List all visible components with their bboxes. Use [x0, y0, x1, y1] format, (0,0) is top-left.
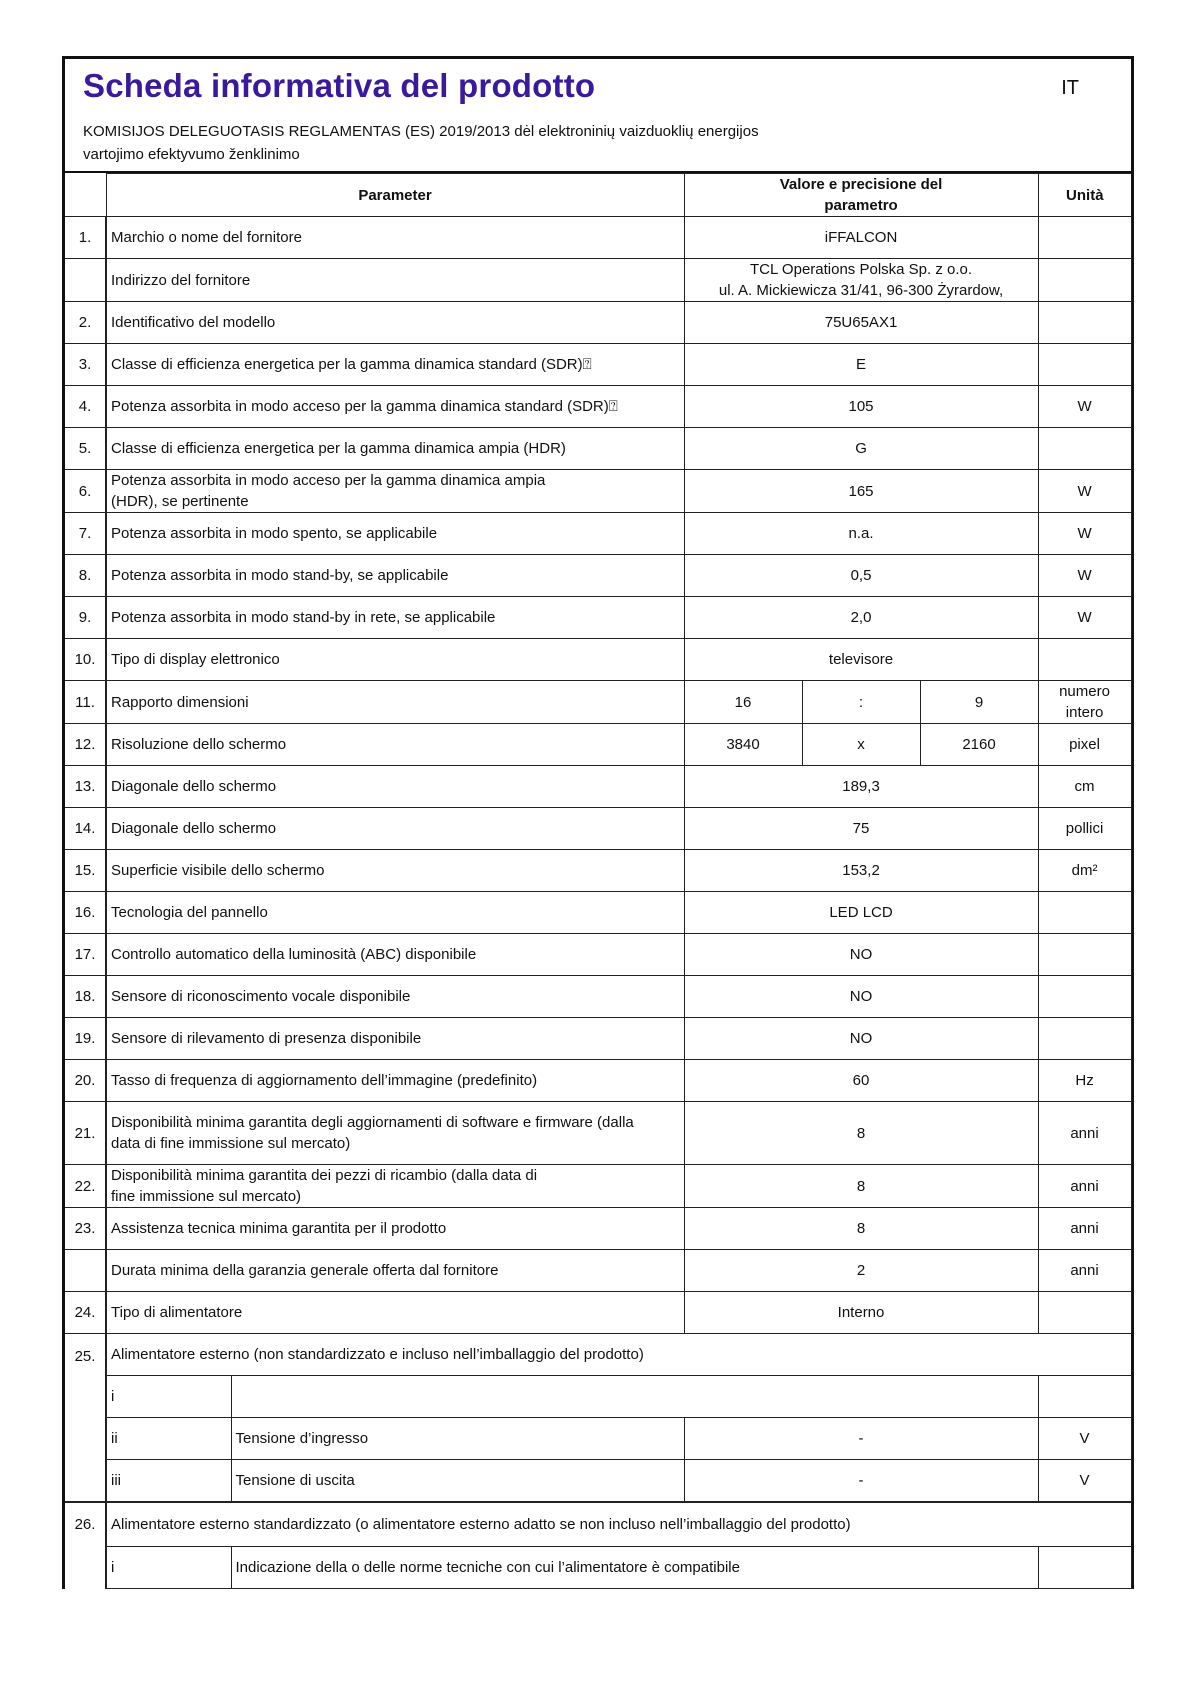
subrow-unit: V [1038, 1418, 1131, 1460]
table-row [65, 1060, 1131, 1102]
row-number [65, 1250, 106, 1292]
row-parameter: Potenza assorbita in modo stand-by, se applicabile [106, 555, 684, 597]
row-number: 22. [65, 1165, 106, 1208]
table-row [65, 259, 1131, 302]
row-value: 153,2 [684, 850, 1038, 892]
row-unit: anni [1038, 1165, 1131, 1208]
row-unit: anni [1038, 1250, 1131, 1292]
row-parameter: Durata minima della garanzia generale offerta dal fornitore [106, 1250, 684, 1292]
row-number: 23. [65, 1208, 106, 1250]
row-number: 11. [65, 681, 106, 724]
row-value: iFFALCON [684, 217, 1038, 259]
row-value: 0,5 [684, 555, 1038, 597]
regulation-line-2: vartojimo efektyvumo ženklinimo [83, 145, 300, 163]
column-header-parameter: Parameter [106, 174, 684, 217]
row-number: 6. [65, 470, 106, 513]
table-row [65, 1502, 1131, 1547]
table-row [65, 1165, 1131, 1208]
table-row [65, 892, 1131, 934]
row-value: 105 [684, 386, 1038, 428]
row-number: 14. [65, 808, 106, 850]
row-unit: anni [1038, 1102, 1131, 1165]
row-value-b: 2160 [920, 724, 1038, 766]
table-row [65, 808, 1131, 850]
row-number: 21. [65, 1102, 106, 1165]
row-parameter-line-2: (HDR), se pertinente [111, 493, 249, 510]
row-value-line-2: ul. A. Mickiewicza 31/41, 96-300 Żyrardow, [718, 282, 1004, 299]
subrow-value: - [684, 1460, 1038, 1502]
row-value: Interno [684, 1292, 1038, 1334]
row-number: 19. [65, 1018, 106, 1060]
row-value: 2,0 [684, 597, 1038, 639]
row-value: televisore [684, 639, 1038, 681]
row-unit-line-1: numero [1059, 683, 1110, 700]
table-row [65, 724, 1131, 766]
row-parameter: Assistenza tecnica minima garantita per il prodotto [106, 1208, 684, 1250]
row-parameter: Controllo automatico della luminosità (ABC) disponibile [106, 934, 684, 976]
row-number: 3. [65, 344, 106, 386]
row-number: 15. [65, 850, 106, 892]
row-parameter: Alimentatore esterno standardizzato (o alimentatore esterno adatto se non incluso nell’imballaggio del prodotto) [106, 1502, 1131, 1547]
row-number: 1. [65, 217, 106, 259]
row-number: 13. [65, 766, 106, 808]
row-parameter: Potenza assorbita in modo stand-by in rete, se applicabile [106, 597, 684, 639]
table-row [65, 470, 1131, 513]
table-row [65, 1292, 1131, 1334]
table-subrow [65, 1547, 1131, 1589]
column-header-value-line-2: parametro [824, 197, 898, 214]
table-header-row [65, 174, 1131, 217]
row-number: 25. [65, 1334, 106, 1376]
row-value: NO [684, 934, 1038, 976]
table-row [65, 681, 1131, 724]
row-value-line-1: TCL Operations Polska Sp. z o.o. [749, 261, 973, 278]
subrow-label: Tensione d’ingresso [231, 1418, 684, 1460]
row-number: 24. [65, 1292, 106, 1334]
row-parameter: Superficie visibile dello schermo [106, 850, 684, 892]
row-unit: Hz [1038, 1060, 1131, 1102]
row-parameter [106, 1165, 684, 1208]
table-row [65, 386, 1131, 428]
row-parameter: Identificativo del modello [106, 302, 684, 344]
row-parameter: Diagonale dello schermo [106, 766, 684, 808]
row-parameter: Marchio o nome del fornitore [106, 217, 684, 259]
table-row [65, 934, 1131, 976]
row-parameter: Rapporto dimensioni [106, 681, 684, 724]
row-value: 189,3 [684, 766, 1038, 808]
subrow-unit [1038, 1376, 1131, 1418]
row-number: 9. [65, 597, 106, 639]
subrow-label: Tensione di uscita [231, 1460, 684, 1502]
table-subrow [65, 1376, 1131, 1418]
row-number-empty [65, 1460, 106, 1502]
row-parameter-line-1: Potenza assorbita in modo acceso per la gamma dinamica ampia [111, 472, 546, 489]
subrow-index: i [106, 1547, 231, 1589]
row-number-empty [65, 1418, 106, 1460]
table-row [65, 555, 1131, 597]
table-row [65, 1334, 1131, 1376]
row-value: 8 [684, 1208, 1038, 1250]
row-unit [1038, 344, 1131, 386]
table-row [65, 302, 1131, 344]
row-parameter: Sensore di rilevamento di presenza disponibile [106, 1018, 684, 1060]
row-unit [1038, 681, 1131, 724]
row-value-a: 16 [684, 681, 802, 724]
row-unit: W [1038, 470, 1131, 513]
table-row [65, 1102, 1131, 1165]
row-unit [1038, 934, 1131, 976]
row-number-empty [65, 1547, 106, 1589]
subrow-label [231, 1376, 1038, 1418]
subrow-index: iii [106, 1460, 231, 1502]
row-number: 16. [65, 892, 106, 934]
row-number: 7. [65, 513, 106, 555]
subrow-unit: V [1038, 1460, 1131, 1502]
row-number: 4. [65, 386, 106, 428]
row-unit [1038, 259, 1131, 302]
row-value: 75 [684, 808, 1038, 850]
table-row [65, 976, 1131, 1018]
row-parameter: Diagonale dello schermo [106, 808, 684, 850]
row-value: 2 [684, 1250, 1038, 1292]
table-row [65, 1208, 1131, 1250]
row-unit-line-2: intero [1065, 704, 1104, 721]
table-row [65, 217, 1131, 259]
row-parameter [106, 470, 684, 513]
row-number: 10. [65, 639, 106, 681]
subrow-unit [1038, 1547, 1131, 1589]
row-unit: cm [1038, 766, 1131, 808]
subrow-index: ii [106, 1418, 231, 1460]
table-subrow [65, 1418, 1131, 1460]
row-parameter-line-1: Disponibilità minima garantita degli aggiornamenti di software e firmware (dalla [111, 1114, 634, 1131]
table-row [65, 1018, 1131, 1060]
row-value-separator: : [802, 681, 920, 724]
row-number: 5. [65, 428, 106, 470]
row-parameter-line-1: Disponibilità minima garantita dei pezzi di ricambio (dalla data di [111, 1167, 538, 1184]
row-unit [1038, 639, 1131, 681]
row-unit: W [1038, 555, 1131, 597]
row-unit [1038, 1292, 1131, 1334]
row-value: LED LCD [684, 892, 1038, 934]
parameters-table [65, 173, 1132, 1589]
row-value: 165 [684, 470, 1038, 513]
row-unit [1038, 217, 1131, 259]
row-value: G [684, 428, 1038, 470]
row-value: 60 [684, 1060, 1038, 1102]
row-unit [1038, 892, 1131, 934]
row-parameter: Potenza assorbita in modo acceso per la gamma dinamica standard (SDR)⍰ [106, 386, 684, 428]
row-number: 8. [65, 555, 106, 597]
row-number: 20. [65, 1060, 106, 1102]
table-row [65, 1250, 1131, 1292]
row-parameter-line-2: data di fine immissione sul mercato) [111, 1135, 351, 1152]
row-value: 75U65AX1 [684, 302, 1038, 344]
column-header-unit: Unità [1038, 174, 1131, 217]
row-value: n.a. [684, 513, 1038, 555]
row-unit: pixel [1038, 724, 1131, 766]
row-value-b: 9 [920, 681, 1038, 724]
row-parameter: Potenza assorbita in modo spento, se applicabile [106, 513, 684, 555]
row-unit: anni [1038, 1208, 1131, 1250]
regulation-reference [83, 121, 803, 166]
row-parameter: Classe di efficienza energetica per la gamma dinamica standard (SDR)⍰ [106, 344, 684, 386]
row-unit [1038, 976, 1131, 1018]
row-parameter: Tipo di alimentatore [106, 1292, 684, 1334]
row-number [65, 259, 106, 302]
table-subrow [65, 1460, 1131, 1502]
row-number: 12. [65, 724, 106, 766]
row-unit: W [1038, 597, 1131, 639]
regulation-line-1: KOMISIJOS DELEGUOTASIS REGLAMENTAS (ES) 2019/2013 dėl elektroninių vaizduoklių energijos [83, 123, 759, 140]
row-parameter: Tecnologia del pannello [106, 892, 684, 934]
row-parameter: Tipo di display elettronico [106, 639, 684, 681]
page-title: Scheda informativa del prodotto [83, 67, 596, 104]
table-row [65, 428, 1131, 470]
row-value [684, 259, 1038, 302]
row-unit: W [1038, 386, 1131, 428]
row-parameter: Risoluzione dello schermo [106, 724, 684, 766]
row-value: NO [684, 976, 1038, 1018]
row-parameter: Tasso di frequenza di aggiornamento dell’immagine (predefinito) [106, 1060, 684, 1102]
row-unit [1038, 428, 1131, 470]
row-unit: pollici [1038, 808, 1131, 850]
table-row [65, 513, 1131, 555]
subrow-index: i [106, 1376, 231, 1418]
row-parameter: Sensore di riconoscimento vocale disponibile [106, 976, 684, 1018]
row-unit [1038, 1018, 1131, 1060]
row-number-empty [65, 1376, 106, 1418]
table-row [65, 850, 1131, 892]
row-value: 8 [684, 1165, 1038, 1208]
subrow-value: - [684, 1418, 1038, 1460]
row-parameter [106, 1102, 684, 1165]
row-value: 8 [684, 1102, 1038, 1165]
row-parameter: Classe di efficienza energetica per la gamma dinamica ampia (HDR) [106, 428, 684, 470]
row-unit: W [1038, 513, 1131, 555]
row-value-separator: x [802, 724, 920, 766]
row-number: 17. [65, 934, 106, 976]
column-header-value-line-1: Valore e precisione del [779, 176, 943, 193]
table-row [65, 639, 1131, 681]
subrow-label: Indicazione della o delle norme tecniche con cui l’alimentatore è compatibile [231, 1547, 1038, 1589]
row-parameter: Alimentatore esterno (non standardizzato e incluso nell’imballaggio del prodotto) [106, 1334, 1131, 1376]
row-number: 18. [65, 976, 106, 1018]
row-parameter: Indirizzo del fornitore [106, 259, 684, 302]
row-number: 26. [65, 1502, 106, 1547]
table-row [65, 344, 1131, 386]
column-header-value [684, 174, 1038, 217]
row-value-a: 3840 [684, 724, 802, 766]
language-code: IT [1061, 77, 1079, 99]
header-num-cell [65, 174, 106, 217]
row-number: 2. [65, 302, 106, 344]
product-information-sheet [62, 56, 1134, 1589]
sheet-header [65, 59, 1131, 173]
row-value: E [684, 344, 1038, 386]
row-value: NO [684, 1018, 1038, 1060]
row-unit: dm² [1038, 850, 1131, 892]
table-row [65, 597, 1131, 639]
row-unit [1038, 302, 1131, 344]
row-parameter-line-2: fine immissione sul mercato) [111, 1188, 302, 1205]
table-row [65, 766, 1131, 808]
